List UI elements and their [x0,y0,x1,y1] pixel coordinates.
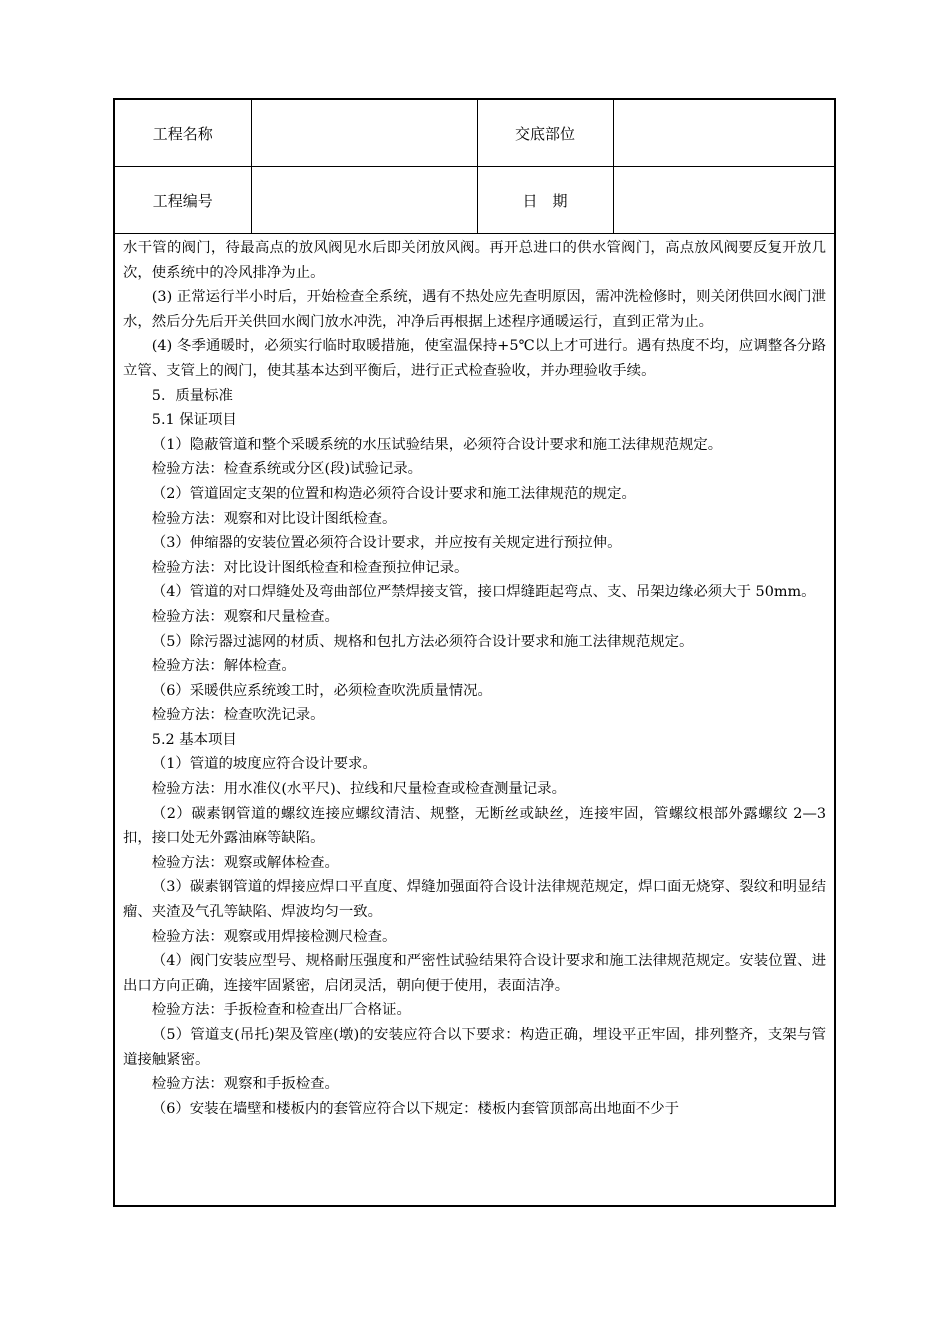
disclosure-part-value [613,100,834,167]
paragraph: 检验方法：检查系统或分区(段)试验记录。 [151,461,423,478]
paragraph: 检验方法：观察和对比设计图纸检查。 [151,510,397,527]
project-number-label: 工程编号 [115,167,251,234]
paragraph: （5）管道支(吊托)架及管座(墩)的安装应符合以下要求：构造正确，埋设平正牢固，排列整齐，支架与管道接触紧密。 [123,1027,826,1068]
paragraph: （5）除污器过滤网的材质、规格和包扎方法必须符合设计要求和施工法律规范规定。 [151,633,694,650]
disclosure-part-label: 交底部位 [477,100,613,167]
paragraph: 检验方法：解体检查。 [151,658,296,675]
paragraph: 检验方法：观察和尺量检查。 [151,608,339,625]
paragraph: 检验方法：检查吹洗记录。 [151,707,325,724]
document-frame [113,98,836,1207]
date-label: 日 期 [477,167,613,234]
paragraph: （3）碳素钢管道的焊接应焊口平直度、焊缝加强面符合设计法律规范规定，焊口面无烧穿、裂纹和明显结瘤、夹渣及气孔等缺陷、焊波均匀一致。 [123,879,826,921]
paragraph: （2）碳素钢管道的螺纹连接应螺纹清洁、规整，无断丝或缺丝，连接牢固，管螺纹根部外露螺纹 2—3 扣，接口处无外露油麻等缺陷。 [123,805,826,847]
paragraph: (4) 冬季通暖时，必须实行临时取暖措施，使室温保持+5℃以上才可进行。遇有热度不均，应调整各分路立管、支管上的阀门，使其基本达到平衡后，进行正式检查验收，并办理验收手续。 [123,338,826,379]
header-table [115,100,834,234]
paragraph: （3）伸缩器的安装位置必须符合设计要求，并应按有关规定进行预拉伸。 [151,535,622,552]
paragraph: 水干管的阀门，待最高点的放风阀见水后即关闭放风阀。再开总进口的供水管阀门，高点放风阀要反复开放几次，使系统中的冷风排净为止。 [123,240,826,281]
paragraph: （6）采暖供应系统竣工时，必须检查吹洗质量情况。 [151,682,492,699]
date-value [613,167,834,234]
project-name-value [251,100,477,167]
paragraph: 检验方法：观察或用焊接检测尺检查。 [151,928,397,945]
paragraph: （4）阀门安装应型号、规格耐压强度和严密性试验结果符合设计要求和施工法律规范规定。安装位置、进出口方向正确，连接牢固紧密，启闭灵活，朝向便于使用，表面洁净。 [123,953,826,994]
header-row-1 [115,100,834,167]
paragraph: (3) 正常运行半小时后，开始检查全系统，遇有不热处应先查明原因，需冲洗检修时，则关闭供回水阀门泄水，然后分先后开关供回水阀门放水冲洗，冲净后再根据上述程序通暖运行，直到正常为止。 [123,289,826,330]
project-name-label: 工程名称 [115,100,251,167]
paragraph: 5.2 基本项目 [151,731,237,748]
header-row-2 [115,167,834,234]
paragraph: （1）管道的坡度应符合设计要求。 [151,756,377,773]
paragraph: （1）隐蔽管道和整个采暖系统的水压试验结果，必须符合设计要求和施工法律规范规定。 [151,436,723,453]
paragraph: 检验方法：观察和手扳检查。 [151,1076,339,1093]
paragraph: 检验方法：对比设计图纸检查和检查预拉伸记录。 [151,559,469,576]
paragraph: 检验方法：手扳检查和检查出厂合格证。 [151,1002,411,1019]
paragraph: 检验方法：观察或解体检查。 [151,854,339,871]
paragraph: （2）管道固定支架的位置和构造必须符合设计要求和施工法律规范的规定。 [151,485,636,502]
paragraph: 5．质量标准 [151,387,233,404]
project-number-value [251,167,477,234]
paragraph: （6）安装在墙壁和楼板内的套管应符合以下规定：楼板内套管顶部高出地面不少于 [151,1100,680,1117]
body-text [123,236,826,1121]
paragraph: 检验方法：用水准仪(水平尺)、拉线和尺量检查或检查测量记录。 [151,781,566,798]
paragraph: 5.1 保证项目 [151,412,237,429]
paragraph: （4）管道的对口焊缝处及弯曲部位严禁焊接支管，接口焊缝距起弯点、支、吊架边缘必须大于 50mm。 [151,584,816,601]
